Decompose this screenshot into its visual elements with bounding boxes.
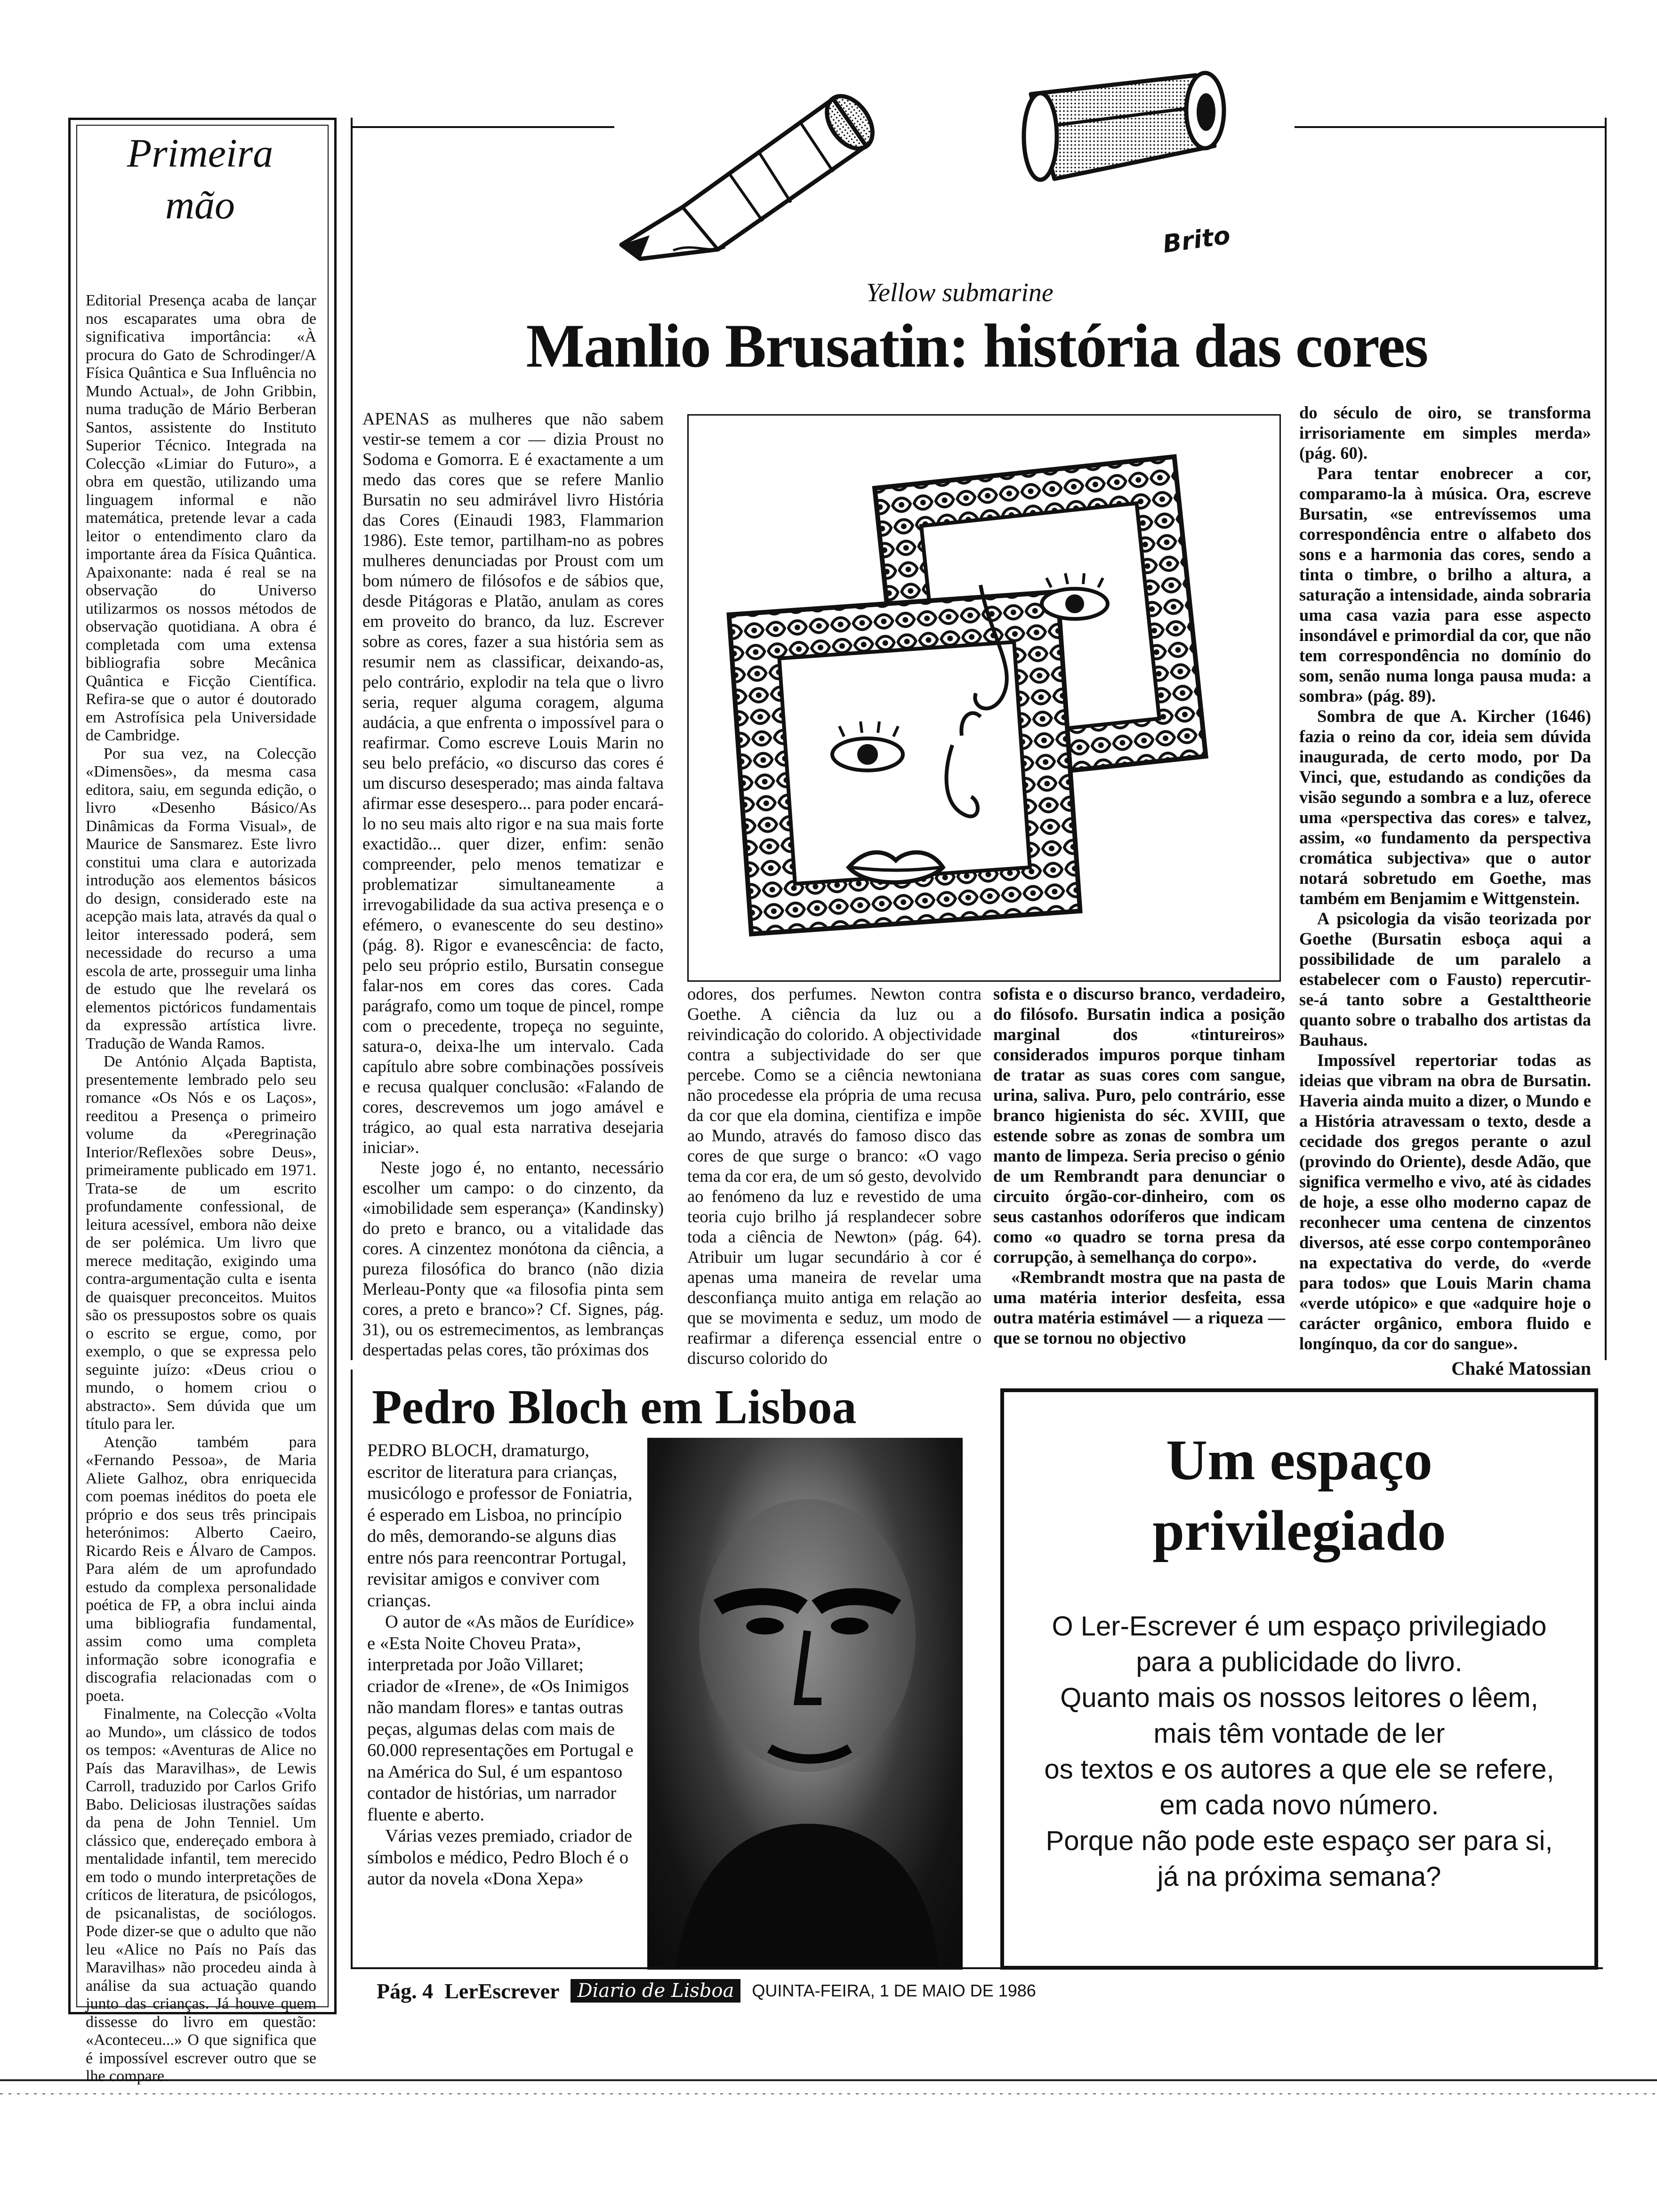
- article-column-2: [687, 984, 981, 1368]
- article-paragraph: A psicologia da visão teorizada por Goethe (Bursatin esboça aqui a possibilidade de um paralelo a estabelecer com o Fausto) repercutir-se-á tanto sobre a Gestalttheorie quanto sobre o trabalho dos artistas da Bauhaus.: [1299, 909, 1591, 1050]
- article-author: Chaké Matossian: [1451, 1358, 1591, 1379]
- article-top-rule: [351, 126, 614, 128]
- article-top-rule-right: [1295, 126, 1605, 128]
- article-paragraph: Sombra de que A. Kircher (1646) fazia o reino da cor, ideia sem dúvida inaugurada, de certo modo, por Da Vinci, que, estudando as condições da visão segundo a sombra e a luz, oferece uma «perspectiva das cores» e talvez, assim, «o fundamento da perspectiva cromática subjectiva» que o autor notará sobretudo em Goethe, mas também em Benjamim e Wittgenstein.: [1299, 706, 1591, 908]
- bloch-photo: [647, 1438, 963, 1970]
- ad-headline-line1: Um espaço: [1166, 1428, 1432, 1492]
- sidebar-paragraph: Editorial Presença acaba de lançar nos escaparates uma obra de significativa importância: «À procura do Gato de Schrodinger/A Física Quântica e Sua Influência no Mundo Actual», de John Gribbin, numa tradução de Mário Berberan Santos, assistente do Instituto Superior Técnico. Integrada na Colecção «Limiar do Futuro», a obra em questão, utilizando uma linguagem informal e não matemática, pretende levar a cada leitor o entendimento claro da importante área da Física Quântica. Apaixonante: nada é real se na observação do Universo utilizarmos os nossos métodos de observação quotidiana. A obra é completada com uma extensa bibliografia sobre Mecânica Quântica e Ficção Científica. Refira-se que o autor é doutorado em Astrofísica pela Universidade de Cambridge.: [86, 292, 316, 744]
- sidebar-paragraph: De António Alçada Baptista, presentemente lembrado pelo seu romance «Os Nós e os Laços», reeditou a Presença o primeiro volume da «Peregrinação Interior/Reflexões sobre Deus», primeiramente publicado em 1971. Trata-se de um escrito profundamente confessional, de leitura acessível, embora não deixe de ser polémica. Um livro que merece meditação, exigindo uma contra-argumentação culta e isenta de quaisquer preconceitos. Muitos são os pressupostos sobre os quais o escrito se ergue, como, por exemplo, o que se expressa pelo seguinte juízo: «Deus criou o mundo, o homem criou o abstracto». Sem dúvida que um título para ler.: [86, 1053, 316, 1433]
- sidebar-paragraph: Finalmente, na Colecção «Volta ao Mundo», um clássico de todos os tempos: «Aventuras de Alice no País das Maravilhas», de Lewis Carroll, traduzido por Carlos Grifo Babo. Deliciosas ilustrações saídas da pena de John Tenniel. Um clássico que, endereçado embora à mentalidade infantil, tem merecido em todo o mundo interpretações de críticos de literatura, de psicólogos, de psicanalistas, de sociólogos. Pode dizer-se que o adulto que não leu «Alice no País no País das Maravilhas» não procedeu ainda à análise da sua actuação quando junto das crianças. Já houve quem dissesse do livro em questão: «Aconteceu...» O que significa que é impossível escrever outro que se lhe compare.: [86, 1705, 316, 2085]
- sidebar-title-line2: mão: [165, 182, 235, 227]
- ad-headline-line2: privilegiado: [1152, 1499, 1446, 1563]
- article-paragraph: do século de oiro, se transforma irrisoriamente em simples merda» (pág. 60).: [1299, 403, 1591, 463]
- article-headline: Manlio Brusatin: história das cores: [526, 311, 1428, 380]
- footer-page: Pág. 4: [377, 1979, 434, 2003]
- page-edge-dots: [0, 2093, 1657, 2094]
- article-paragraph: «Rembrandt mostra que na pasta de uma matéria interior desfeita, essa outra matéria estimável — a riqueza — que se tornou no objectivo: [993, 1267, 1285, 1347]
- sidebar-text: [86, 292, 316, 2086]
- article-column-4: [1299, 402, 1591, 1378]
- article-paragraph: odores, dos perfumes. Newton contra Goethe. A ciência da luz ou a reivindicação do colorido. A objectividade contra a subjectividade do ser que percebe. Como se a ciência newtoniana não procedesse ela própria de uma recusa da cor que ela domina, cientifiza e impõe ao Mundo, através do famoso disco das cores de que surge o branco: «O vago tema da cor era, de um só gesto, devolvido ao fenómeno da luz e revestido de uma teoria cujo brilho já resplandecer sobre toda a ciência de Newton» (pág. 64). Atribuir um lugar secundário à cor é apenas uma maneira de revelar uma desconfiança muito antiga em relação ao que se movimenta e seduz, um modo de reafirmar a diferença essencial entre o discurso colorido do: [687, 984, 981, 1368]
- cartoon-signature: Brito: [1161, 221, 1232, 259]
- sidebar-title-line1: Primeira: [127, 130, 273, 176]
- sidebar-paragraph: Atenção também para «Fernando Pessoa», de Maria Aliete Galhoz, obra enriquecida com poemas inéditos do poeta ele próprio e dos seus três principais heterónimos: Alberto Caeiro, Ricardo Reis e Álvaro de Campos. Para além de um aprofundado estudo da complexa personalidade poética de FP, a obra inclui ainda uma bibliografia fundamental, assim como uma completa informação sobre iconografia e discografia relacionadas com o poeta.: [86, 1433, 316, 1705]
- ad-line: os textos e os autores a que ele se refere,: [1044, 1754, 1554, 1785]
- ad-headline: [1004, 1425, 1594, 1566]
- footer-masthead: Diario de Lisboa: [571, 1979, 740, 2003]
- sidebar-title: [75, 127, 325, 231]
- pencil-stub-icon: [1024, 73, 1224, 180]
- ad-line: mais têm vontade de ler: [1153, 1718, 1445, 1749]
- bloch-headline: Pedro Bloch em Lisboa: [372, 1380, 857, 1434]
- color-faces-illustration: [687, 414, 1281, 982]
- bloch-paragraph: O autor de «As mãos de Eurídice» e «Esta Noite Choveu Prata», interpretada por João Villaret; criador de «Irene», de «Os Inimigos não mandam flores» e tantas outras peças, algumas delas com mais de 60.000 representações em Portugal e na América do Sul, é um espantoso contador de histórias, um narrador fluente e aberto.: [367, 1612, 635, 1825]
- ad-line: para a publicidade do livro.: [1136, 1647, 1463, 1677]
- ad-line: O Ler-Escrever é um espaço privilegiado: [1052, 1611, 1547, 1642]
- pencil-icon: [621, 88, 882, 259]
- article-kicker: Yellow submarine: [866, 278, 1054, 307]
- bloch-paragraph: Várias vezes premiado, criador de símbolos e médico, Pedro Bloch é o autor da novela «Dona Xepa»: [367, 1826, 632, 1889]
- footer-section: LerEscrever: [444, 1979, 560, 2003]
- footer-rule: [351, 1967, 1603, 1969]
- bloch-paragraph: PEDRO BLOCH, dramaturgo, escritor de literatura para crianças, musicólogo e professor de Foniatria, é esperado em Lisboa, no princípio do mês, demorando-se alguns dias entre nós para reencontrar Portugal, revisitar amigos e conviver com crianças.: [367, 1441, 633, 1611]
- article-paragraph: Impossível repertoriar todas as ideias que vibram na obra de Bursatin. Haveria ainda muito a dizer, o Mundo e a História atravessam o texto, desde a cecidade dos gregos perante o azul (provindo do Oriente), desde Adão, que significa vermelho e vivo, até às cidades de hoje, a esse olho moderno capaz de reconhecer uma centena de cinzentos diversos, até esse corpo contemporâneo na expectativa do verde, do «verde para todos» que Louis Marin chama «verde utópico» e que «adquire hoje o carácter orgânico, embora fluido e longínquo, da cor do sangue».: [1299, 1050, 1591, 1353]
- article-paragraph: Neste jogo é, no entanto, necessário escolher um campo: o do cinzento, da «imobilidade sem esperança» (Kandinsky) do preto e branco, ou a vitalidade das cores. A cinzentez monótona da ciência, a pureza filosófica do branco (não dizia Merleau-Ponty que «a filosofia pinta sem cores, a preto e branco»? Cf. Signes, pág. 31), ou os estremecimentos, as lembranças despertadas pelas cores, tão próximas dos: [362, 1158, 664, 1359]
- footer-date: QUINTA-FEIRA, 1 DE MAIO DE 1986: [752, 1981, 1036, 2000]
- article-paragraph: Para tentar enobrecer a cor, comparamo-la à música. Ora, escreve Bursatin, «se entrevíssemos uma correspondência entre o alfabeto dos sons e a harmonia das cores, sendo a tinta o timbre, o brilho a altura, a saturação a intensidade, ainda sobraria uma casa vazia para esse aspecto insondável e primordial da cor, que não tem correspondência no domínio do som, senão numa longa pausa muda: a sombra» (pág. 89).: [1299, 464, 1591, 705]
- article-paragraph: APENAS as mulheres que não sabem vestir-se temem a cor — dizia Proust no Sodoma e Gomorra. E é exactamente a um medo das cores que se refere Manlio Bursatin no seu admirável livro História das Cores (Einaudi 1983, Flammarion 1986). Este temor, partilham-no as pobres mulheres denunciadas por Proust com um bom número de filósofos e de sábios que, desde Pitágoras e Platão, anulam as cores em proveito do branco, da luz. Escrever sobre as cores, fazer a sua história sem as resumir nem as classificar, deixando-as, pelo contrário, explodir na tela que o livro seria, requer alguma coragem, alguma audácia, a que enfrenta o impossível para o reafirmar. Como escreve Louis Marin no seu belo prefácio, «o discurso das cores é um discurso desesperado; mas ainda faltava afirmar esse desespero... para poder encará-lo no seu mais alto rigor e na sua mais forte exactidão... quer dizer, enfim: senão compreender, pelo menos tematizar e problematizar simultaneamente a irrevogabilidade da sua activa presença e o efémero, o evanescente do seu destino» (pág. 8). Rigor e evanescência: de facto, pelo seu próprio estilo, Bursatin consegue falar-nos em cores das cores. Cada parágrafo, como um toque de pincel, rompe com o precedente, tropeça no seguinte, satura-o, deixa-lhe um intervalo. Cada capítulo abre sobre combinações possíveis e recusa qualquer conclusão: «Falando de cores, descrevemos um jogo amável e trágico, ao qual esta narrativa desejaria iniciar».: [362, 409, 664, 1157]
- ad-line: em cada novo número.: [1159, 1790, 1439, 1820]
- sidebar-paragraph: Por sua vez, na Colecção «Dimensões», da mesma casa editora, saiu, em segunda edição, o livro «Desenho Básico/As Dinâmicas da Forma Visual», de Maurice de Sansmarez. Este livro constitui uma clara e autorizada introdução aos elementos básicos do design, considerado este na acepção mais lata, através da qual o leitor interessado poderá, sem necessidade do recurso a uma escola de arte, prosseguir uma linha de estudo que lhe revelará os elementos pictóricos fundamentais da expressão artística livre. Tradução de Wanda Ramos.: [86, 745, 316, 1052]
- ad-line: já na próxima semana?: [1157, 1861, 1441, 1892]
- article-column-1: [362, 409, 664, 1364]
- ad-line: Quanto mais os nossos leitores o lêem,: [1060, 1683, 1538, 1713]
- ad-body: [1004, 1609, 1594, 1895]
- article-column-3: [993, 984, 1285, 1348]
- article-paragraph: sofista e o discurso branco, verdadeiro, do filósofo. Bursatin indica a posição marginal dos «tintureiros» considerados impuros porque tinham de tratar as suas cores com sangue, urina, saliva. Puro, pelo contrário, esse branco higienista do séc. XVIII, que estende sobre as zonas de sombra um manto de limpeza. Seria preciso o génio de um Rembrandt para denunciar o circuito órgão-cor-dinheiro, com os seus castanhos odoríferos que indicam como «o quadro se torna presa da corrupção, à semelhança do corpo».: [993, 984, 1285, 1266]
- footer: [377, 1977, 1047, 2005]
- ad-box: [1000, 1388, 1598, 1970]
- ad-line: Porque não pode este espaço ser para si,: [1046, 1826, 1553, 1856]
- bloch-text: [367, 1440, 635, 1890]
